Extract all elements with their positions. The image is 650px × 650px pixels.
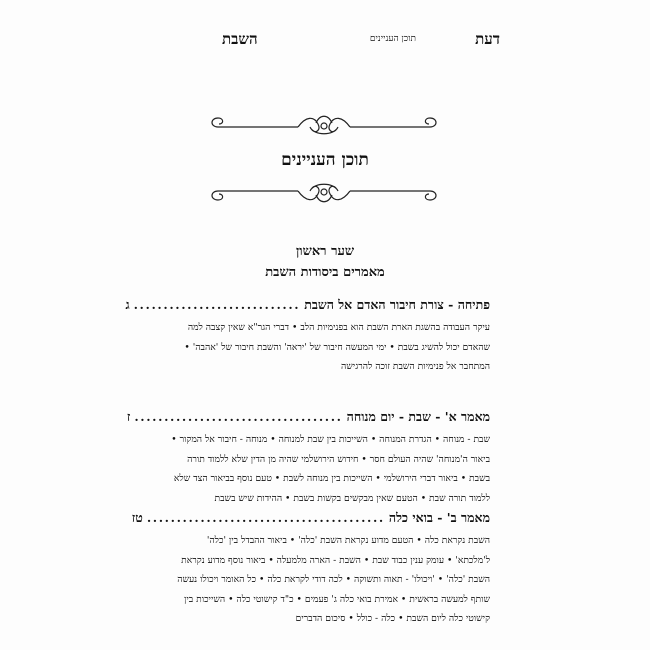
toc-entry-title: מאמר ב' - בואי כלה: [388, 510, 490, 525]
toc-page-number: ג: [125, 297, 130, 312]
summary-line: שותף למעשה בראשית • אמירת בואי כלה ג' פעמים • כ"ד קישוטי כלה • השייכות בין: [184, 593, 490, 605]
toc-section-article-1: [126, 409, 490, 508]
gate-heading: [0, 241, 650, 283]
header-right: דעת: [475, 30, 500, 48]
summary-line: ללמוד תורה שבת • הטעם שאין מבקשים בקשות בשבת • ההידות שיש בשבת: [214, 492, 490, 504]
toc-entry-summary: [150, 430, 490, 508]
toc-section-opening: [125, 297, 490, 377]
header-left: השבת: [222, 30, 258, 48]
ornament-bottom-icon: [210, 176, 438, 206]
summary-line: השבת נקראת כלה • הטעם מדוע נקראת השבת 'כלה' • ביאור ההבדל בין 'כלה': [206, 535, 490, 546]
toc-entry-heading[interactable]: [126, 409, 490, 427]
summary-line: המתחבר אל פנימיות השבת זוכה להרגישה: [341, 361, 490, 372]
toc-leader-dots: ...................................: [134, 409, 343, 424]
toc-entry-summary: [150, 531, 490, 629]
summary-line: שהאדם יכול להשיג בשבת • ימי המעשה חיבור של 'יראה' והשבת חיבור של 'אהבה' •: [184, 341, 490, 353]
toc-leader-dots: ............................: [133, 297, 301, 312]
toc-entry-title: מאמר א' - שבת - יום מנוחה: [346, 409, 490, 424]
summary-line: עיקר העבודה בהשגת הארת השבת הוא בפנימיות הלב • דברי הגר"א שאין קצבה למה: [187, 322, 490, 333]
summary-line: שבת - מנוחה • הגדרת המנוחה • השייכות בין שבת למנוחה • מנוחה - חיבור אל המקור •: [171, 434, 490, 445]
ornament-top-icon: [210, 112, 438, 142]
toc-entry-summary: [150, 318, 490, 377]
summary-line: ביאור ה'מנוחה' שהיה העולם חסר • חידוש הירושלמי שהיה מן הדין שלא ללמוד תורה: [187, 453, 490, 465]
toc-page-number: טז: [131, 510, 143, 525]
toc-entry-heading[interactable]: [131, 510, 490, 528]
toc-entry-title: פתיחה - צורת חיבור האדם אל השבת: [304, 297, 490, 312]
summary-line: בשבת • ביאור דברי הירושלמי • השייכות בין מנוחה לשבת • טעם נוסף בביאור הצד שלא: [173, 473, 490, 484]
summary-line: השבת 'כלה' • 'ויכולו' - תאוה ותשוקה • לכה דודי לקראת כלה • כל האומר ויכולו נעשה: [177, 574, 490, 585]
page-title: תוכן העניינים: [281, 150, 369, 170]
gate-title: שער ראשון: [295, 244, 355, 259]
header-center: תוכן העניינים: [369, 34, 416, 44]
running-header: [200, 30, 500, 54]
toc-entry-heading[interactable]: [125, 297, 490, 315]
summary-line: ל'מלכתא' • עומק ענין כבוד שבת • השבת - הארה מלמעלה • ביאור נוסף מדוע נקראת: [181, 554, 490, 566]
toc-leader-dots: ........................................: [146, 510, 385, 525]
toc-section-article-2: [131, 510, 490, 629]
gate-subtitle: מאמרים ביסודות השבת: [265, 265, 385, 280]
toc-page-number: ז: [126, 409, 131, 424]
summary-line: קישוטי כלה ליום השבת • כלה - כולל • סיכום הדברים: [295, 613, 490, 624]
